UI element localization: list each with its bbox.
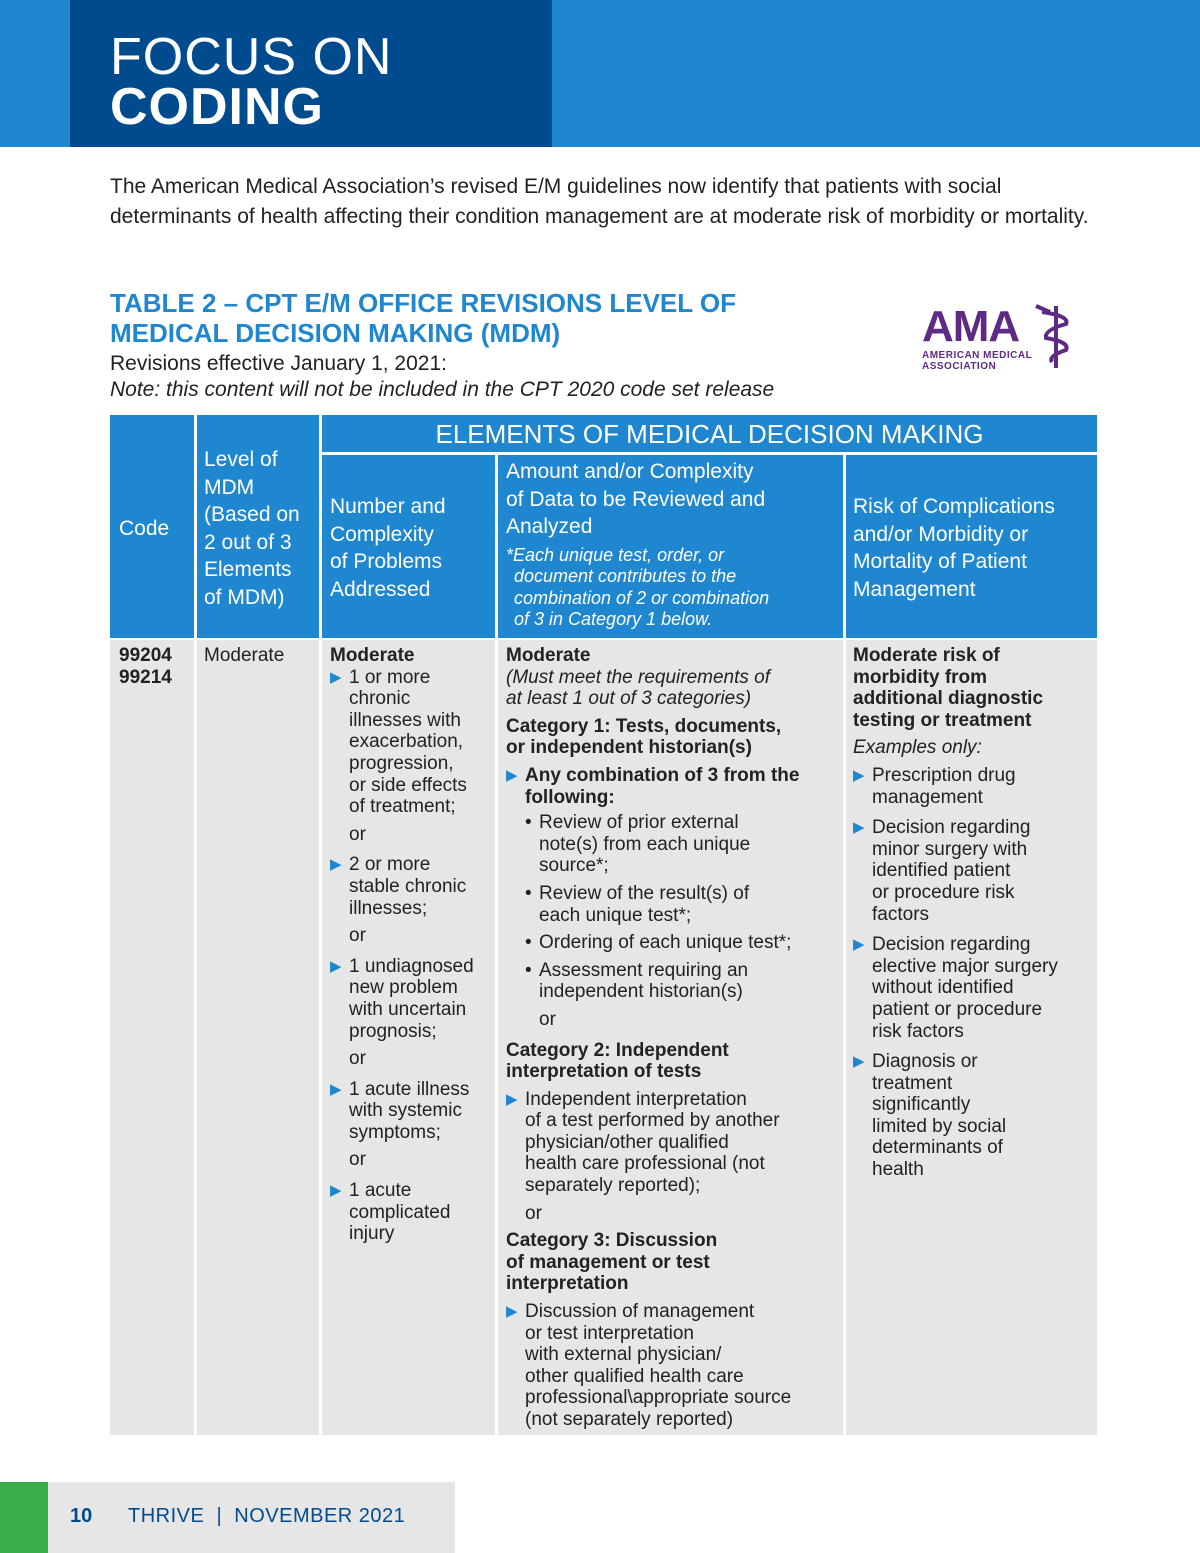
col-header-problems-line: Complexity bbox=[330, 522, 434, 546]
col-header-data-line: Amount and/or Complexity bbox=[506, 460, 754, 483]
category-line: or independent historian(s) bbox=[506, 737, 752, 759]
table-title-line2: MEDICAL DECISION MAKING (MDM) bbox=[110, 318, 561, 348]
table-divider bbox=[194, 415, 197, 1435]
list-item-line: exacerbation, bbox=[349, 731, 464, 753]
list-item bbox=[330, 854, 492, 919]
arrow-bullet-icon: ▶ bbox=[506, 766, 518, 784]
revisions-effective: Revisions effective January 1, 2021: bbox=[110, 352, 447, 375]
data-must-line: at least 1 out of 3 categories) bbox=[506, 688, 752, 710]
publication-name: THRIVE | NOVEMBER 2021 bbox=[128, 1505, 406, 1527]
risk-title-line: additional diagnostic bbox=[853, 688, 1044, 710]
list-item-line: minor surgery with bbox=[872, 838, 1028, 860]
ama-logo-word: AMA bbox=[922, 302, 1020, 351]
category-3-title bbox=[506, 1230, 842, 1295]
col-header-data-line: Analyzed bbox=[506, 515, 593, 538]
list-item bbox=[506, 765, 842, 808]
ama-logo-subtitle bbox=[922, 350, 1032, 372]
bullet-line: note(s) from each unique bbox=[539, 833, 751, 855]
list-item-line: factors bbox=[872, 903, 930, 925]
list-item-line: injury bbox=[349, 1223, 395, 1245]
table-divider bbox=[843, 453, 846, 1435]
col-header-risk-line: Risk of Complications bbox=[853, 495, 1055, 518]
list-item-line: stable chronic bbox=[349, 875, 467, 897]
list-item-line: of a test performed by another bbox=[525, 1110, 780, 1132]
col-header-data-note bbox=[506, 545, 841, 631]
col-header-problems bbox=[330, 493, 446, 603]
list-item bbox=[853, 817, 1095, 925]
category-line: Category 3: Discussion bbox=[506, 1230, 718, 1252]
data-note-line: *Each unique test, order, or bbox=[506, 544, 725, 565]
data-must-meet bbox=[506, 667, 842, 710]
list-item-line: or side effects bbox=[349, 774, 467, 796]
table-divider bbox=[319, 415, 322, 1435]
list-item-line: identified patient bbox=[872, 860, 1011, 882]
list-item-line: health care professional (not bbox=[525, 1153, 765, 1175]
risk-title-line: testing or treatment bbox=[853, 709, 1032, 731]
col-header-risk bbox=[853, 493, 1055, 603]
risk-title-line: morbidity from bbox=[853, 666, 988, 688]
list-item bbox=[853, 934, 1095, 1042]
arrow-bullet-icon: ▶ bbox=[330, 856, 342, 874]
data-must-line: (Must meet the requirements of bbox=[506, 666, 770, 688]
list-item-line: 2 or more bbox=[349, 854, 431, 876]
list-item bbox=[330, 1079, 492, 1144]
data-title: Moderate bbox=[506, 645, 591, 666]
list-item-line: illnesses with bbox=[349, 709, 461, 731]
bullet-dot-icon: • bbox=[525, 959, 532, 981]
arrow-bullet-icon: ▶ bbox=[330, 668, 342, 686]
section-title-line1: FOCUS ON bbox=[110, 28, 393, 86]
list-item-line: significantly bbox=[872, 1094, 971, 1116]
cpt-code: 99214 bbox=[119, 666, 172, 688]
list-item-line: Decision regarding bbox=[872, 817, 1031, 839]
table-title-line1: TABLE 2 – CPT E/M OFFICE REVISIONS LEVEL OF bbox=[110, 288, 737, 318]
table-divider bbox=[495, 453, 498, 1435]
bullet-dot-icon: • bbox=[525, 932, 532, 954]
bullet-dot-icon: • bbox=[525, 812, 532, 834]
list-item-line: 1 or more bbox=[349, 666, 431, 688]
col-header-data bbox=[506, 458, 841, 631]
bullet-dot-icon: • bbox=[525, 882, 532, 904]
list-item-line: 1 acute bbox=[349, 1180, 412, 1202]
bullet-item bbox=[525, 932, 842, 954]
or-separator: or bbox=[525, 1202, 542, 1224]
arrow-bullet-icon: ▶ bbox=[506, 1303, 518, 1321]
header-band-edge bbox=[0, 0, 70, 147]
list-item-line: treatment bbox=[872, 1072, 953, 1094]
or-separator: or bbox=[349, 1048, 366, 1070]
bullet-item bbox=[525, 883, 842, 926]
list-item-line: other qualified health care bbox=[525, 1365, 744, 1387]
list-item-line: Discussion of management bbox=[525, 1301, 755, 1323]
list-item-line: determinants of bbox=[872, 1137, 1003, 1159]
list-item-line: progression, bbox=[349, 752, 454, 774]
col-header-problems-line: of Problems bbox=[330, 550, 443, 573]
col-header-level-line: Elements bbox=[204, 558, 292, 581]
cpt-code: 99204 bbox=[119, 645, 172, 666]
list-item bbox=[330, 956, 492, 1042]
col-header-level-line: 2 out of 3 bbox=[204, 530, 292, 554]
category-2-title bbox=[506, 1040, 842, 1083]
mdm-table bbox=[110, 415, 1097, 1435]
bullet-line: Review of the result(s) of bbox=[539, 882, 750, 904]
data-cell bbox=[506, 645, 842, 1431]
col-header-code: Code bbox=[119, 517, 170, 540]
list-item-line: physician/other qualified bbox=[525, 1131, 729, 1153]
arrow-bullet-icon: ▶ bbox=[853, 766, 865, 784]
risk-title bbox=[853, 645, 1095, 731]
list-item-line: following: bbox=[525, 786, 615, 808]
problems-cell bbox=[330, 645, 492, 1245]
data-note-line: combination of 2 or combination bbox=[514, 587, 770, 608]
category-line: interpretation of tests bbox=[506, 1061, 702, 1083]
category-line: interpretation bbox=[506, 1273, 629, 1295]
list-item-line: patient or procedure bbox=[872, 998, 1043, 1020]
table-divider bbox=[110, 638, 1097, 640]
col-header-level-line: MDM bbox=[204, 475, 255, 499]
group-header-elements-mdm: ELEMENTS OF MEDICAL DECISION MAKING bbox=[435, 419, 984, 449]
or-separator: or bbox=[349, 1149, 366, 1171]
arrow-bullet-icon: ▶ bbox=[330, 1080, 342, 1098]
list-item-line: management bbox=[872, 786, 983, 808]
list-item-line: limited by social bbox=[872, 1115, 1007, 1137]
list-item bbox=[330, 1180, 492, 1245]
list-item bbox=[853, 765, 1095, 808]
list-item-line: Decision regarding bbox=[872, 934, 1031, 956]
col-header-risk-line: Mortality of Patient bbox=[853, 550, 1027, 573]
list-item bbox=[330, 667, 492, 818]
or-separator: or bbox=[539, 1008, 556, 1030]
page-number: 10 bbox=[70, 1505, 93, 1527]
list-item-line: or test interpretation bbox=[525, 1322, 694, 1344]
arrow-bullet-icon: ▶ bbox=[853, 1053, 865, 1071]
list-item-line: professional\appropriate source bbox=[525, 1387, 792, 1409]
section-title-line2: CODING bbox=[110, 78, 324, 136]
table-divider bbox=[319, 452, 1097, 455]
list-item-line: symptoms; bbox=[349, 1121, 441, 1143]
or-separator: or bbox=[349, 925, 366, 947]
risk-cell bbox=[853, 645, 1095, 1181]
or-separator: or bbox=[349, 823, 366, 845]
list-item-line: health bbox=[872, 1159, 924, 1181]
list-item-line: without identified bbox=[872, 977, 1014, 999]
list-item-line: illnesses; bbox=[349, 897, 428, 919]
col-header-problems-line: Number and bbox=[330, 495, 446, 518]
arrow-bullet-icon: ▶ bbox=[853, 819, 865, 837]
data-note-line: document contributes to the bbox=[514, 566, 737, 587]
col-header-level bbox=[204, 446, 300, 611]
level-cell: Moderate bbox=[204, 645, 285, 666]
bullet-line: independent historian(s) bbox=[539, 981, 743, 1003]
arrow-bullet-icon: ▶ bbox=[330, 957, 342, 975]
ama-logo bbox=[918, 300, 1083, 380]
list-item-line: chronic bbox=[349, 688, 411, 710]
col-header-level-line: Level of bbox=[204, 448, 278, 471]
code-cell bbox=[119, 645, 172, 688]
release-note: Note: this content will not be included in the CPT 2020 code set release bbox=[110, 378, 775, 401]
list-item-line: elective major surgery bbox=[872, 955, 1058, 977]
list-item bbox=[853, 1051, 1095, 1181]
arrow-bullet-icon: ▶ bbox=[853, 936, 865, 954]
col-header-problems-line: Addressed bbox=[330, 577, 431, 601]
data-note-line: of 3 in Category 1 below. bbox=[514, 609, 713, 630]
category-line: of management or test bbox=[506, 1251, 710, 1273]
staff-of-asclepius-icon bbox=[1030, 302, 1080, 370]
list-item-line: Independent interpretation bbox=[525, 1088, 747, 1110]
list-item-line: with systemic bbox=[349, 1100, 462, 1122]
bullet-line: each unique test*; bbox=[539, 904, 692, 926]
list-item-line: Any combination of 3 from the bbox=[525, 764, 800, 786]
ama-logo-subtitle-line1: AMERICAN MEDICAL bbox=[922, 350, 1033, 361]
list-item-line: Diagnosis or bbox=[872, 1051, 978, 1073]
list-item bbox=[506, 1301, 842, 1431]
category-line: Category 1: Tests, documents, bbox=[506, 715, 782, 737]
intro-paragraph: The American Medical Association’s revised E/M guidelines now identify that patients with social determinants of health affecting their condition management are at moderate risk of morbidity or mortality. bbox=[110, 175, 1089, 228]
bullet-line: source*; bbox=[539, 855, 609, 877]
bullet-line: Review of prior external bbox=[539, 812, 739, 834]
list-item-line: separately reported); bbox=[525, 1175, 701, 1197]
bullet-item bbox=[525, 812, 842, 877]
category-1-bullets bbox=[506, 812, 842, 1030]
list-item-line: or procedure risk bbox=[872, 881, 1015, 903]
list-item-line: 1 undiagnosed bbox=[349, 955, 474, 977]
list-item-line: new problem bbox=[349, 977, 458, 999]
col-header-data-line: of Data to be Reviewed and bbox=[506, 487, 766, 511]
arrow-bullet-icon: ▶ bbox=[506, 1090, 518, 1108]
list-item-line: (not separately reported) bbox=[525, 1409, 734, 1430]
category-line: Category 2: Independent bbox=[506, 1039, 729, 1061]
col-header-risk-line: and/or Morbidity or bbox=[853, 522, 1029, 546]
table-title bbox=[110, 288, 736, 348]
col-header-level-line: of MDM) bbox=[204, 585, 285, 609]
bullet-item bbox=[525, 960, 842, 1003]
list-item-line: with uncertain bbox=[349, 998, 467, 1020]
ama-logo-subtitle-line2: ASSOCIATION bbox=[922, 361, 997, 372]
list-item bbox=[506, 1089, 842, 1197]
list-item-line: Prescription drug bbox=[872, 764, 1016, 786]
col-header-level-line: (Based on bbox=[204, 503, 300, 526]
list-item-line: with external physician/ bbox=[525, 1344, 722, 1366]
col-header-risk-line: Management bbox=[853, 577, 976, 601]
list-item-line: complicated bbox=[349, 1201, 451, 1223]
examples-label: Examples only: bbox=[853, 737, 982, 759]
header-band-right bbox=[552, 0, 1200, 147]
category-1-title bbox=[506, 716, 842, 759]
problems-title: Moderate bbox=[330, 645, 415, 666]
list-item-line: 1 acute illness bbox=[349, 1078, 470, 1100]
footer-accent bbox=[0, 1482, 48, 1553]
list-item-line: risk factors bbox=[872, 1020, 964, 1042]
list-item-line: prognosis; bbox=[349, 1020, 437, 1042]
arrow-bullet-icon: ▶ bbox=[330, 1182, 342, 1200]
list-item-line: of treatment; bbox=[349, 796, 456, 818]
risk-title-line: Moderate risk of bbox=[853, 645, 1000, 666]
bullet-line: Ordering of each unique test*; bbox=[539, 932, 792, 954]
bullet-line: Assessment requiring an bbox=[539, 959, 749, 981]
